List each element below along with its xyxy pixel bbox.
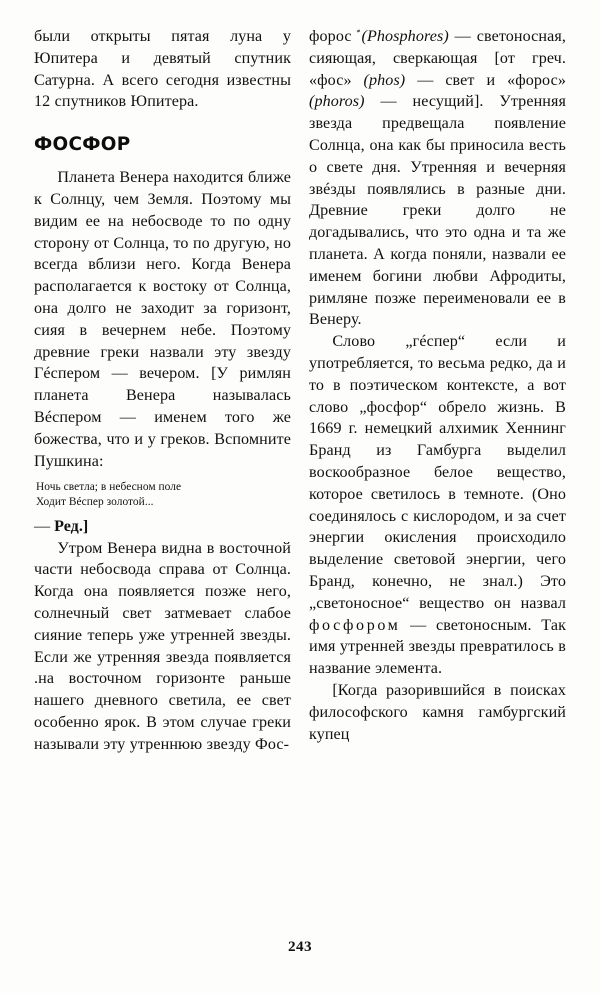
latin-term-phosphores: (Phosphores) xyxy=(361,28,449,45)
verse-quote-pushkin xyxy=(34,480,291,508)
etymology-text-part-2: — светоносная, сияющая, сверкающая [от греч. «фос» xyxy=(309,28,566,89)
etymology-text-part-4: — несущий]. Утренняя звезда предвещала появление Солнца, она как бы приносила весть о свете дня. Утренняя и вечерняя звéзды появлялись в разные дни. Древние греки долго не догадывались, что это одна и та же планета. А когда поняли, назвали ее именем богини любви Афродиты, римляне позже переименовали ее в Венеру. xyxy=(309,93,566,329)
continued-paragraph: были открыты пятая луна у Юпитера и девятый спутник Сатурна. А всего сегодня известны 12 спутников Юпитера. xyxy=(34,28,291,111)
latin-term-phoros: (phoros) xyxy=(309,93,365,111)
editor-note xyxy=(34,516,291,538)
latin-term-phos: (phos) xyxy=(363,71,406,89)
emphasized-word-phosphorus: фосфором xyxy=(309,616,401,634)
paragraph-venus-description: Планета Венера находится ближе к Солнцу, чем Земля. Поэтому мы видим ее на небосводе то по одну сторону от Солнца, то по другую, но всегда вблизи него. Когда Венера располагается к востоку от Солнца, она долго не заходит за горизонт, сияя в вечернем небе. Поэтому древние греки назвали эту звезду Гéспером — вечером. [У римлян планета Венера называлась Вéспером — именем того же божества, что и у греков. Вспомните Пушкина: xyxy=(34,169,291,470)
paragraph-phosphores-etymology xyxy=(309,26,566,331)
paragraph-hennig-brand xyxy=(309,331,566,680)
editor-note-dash: — xyxy=(34,517,55,535)
brand-text-part-1: Слово „гéспер“ если и употребляется, то весьма редко, да и то в поэтическом контексте, а вот слово „фосфор“ обрело жизнь. В 1669 г. немецкий алхимик Хеннинг Бранд из Гамбурга выделил воскообразное белое вещество, которое светилось в темноте. (Оно соединялось с кислородом, и за счет энергии окисления происходило выделение световой энергии, чего Бранд, конечно, не знал.) Это „светоносное“ вещество он назвал xyxy=(309,333,566,612)
section-heading-phosphorus: ФОСФОР xyxy=(34,134,131,156)
two-column-text-body xyxy=(34,26,566,926)
brand-text-part-2: — светоносным. Так имя утренней звезды превратилось в название элемента. xyxy=(309,616,566,678)
verse-line-1: Ночь светла; в небесном поле xyxy=(36,481,182,494)
left-column xyxy=(34,26,291,926)
verse-line-2: Ходит Вéспер золотой... xyxy=(36,495,154,508)
paragraph-hamburg-merchant: [Когда разорившийся в поисках философского камня гамбургский купец xyxy=(309,681,566,743)
right-column xyxy=(309,26,566,926)
editor-note-label: Ред. xyxy=(54,517,83,535)
scan-artifact-mark xyxy=(357,30,361,34)
page-number: 243 xyxy=(288,938,312,955)
etymology-text-part-1: форос xyxy=(309,28,358,45)
editor-note-closing-bracket: ] xyxy=(82,517,89,535)
paragraph-morning-star: Утром Венера видна в восточной части небосвода справа от Солнца. Когда она появляется позже него, солнечный свет затмевает слабое сияние теперь уже утренней звезды. Если же утренняя звезда появляется .на восточном горизонте раньше нашего дневного светила, ее свет особенно ярок. В этом случае греки называли эту утреннюю звезду Фос- xyxy=(34,539,291,753)
etymology-text-part-3: — свет и «форос» xyxy=(405,71,566,89)
